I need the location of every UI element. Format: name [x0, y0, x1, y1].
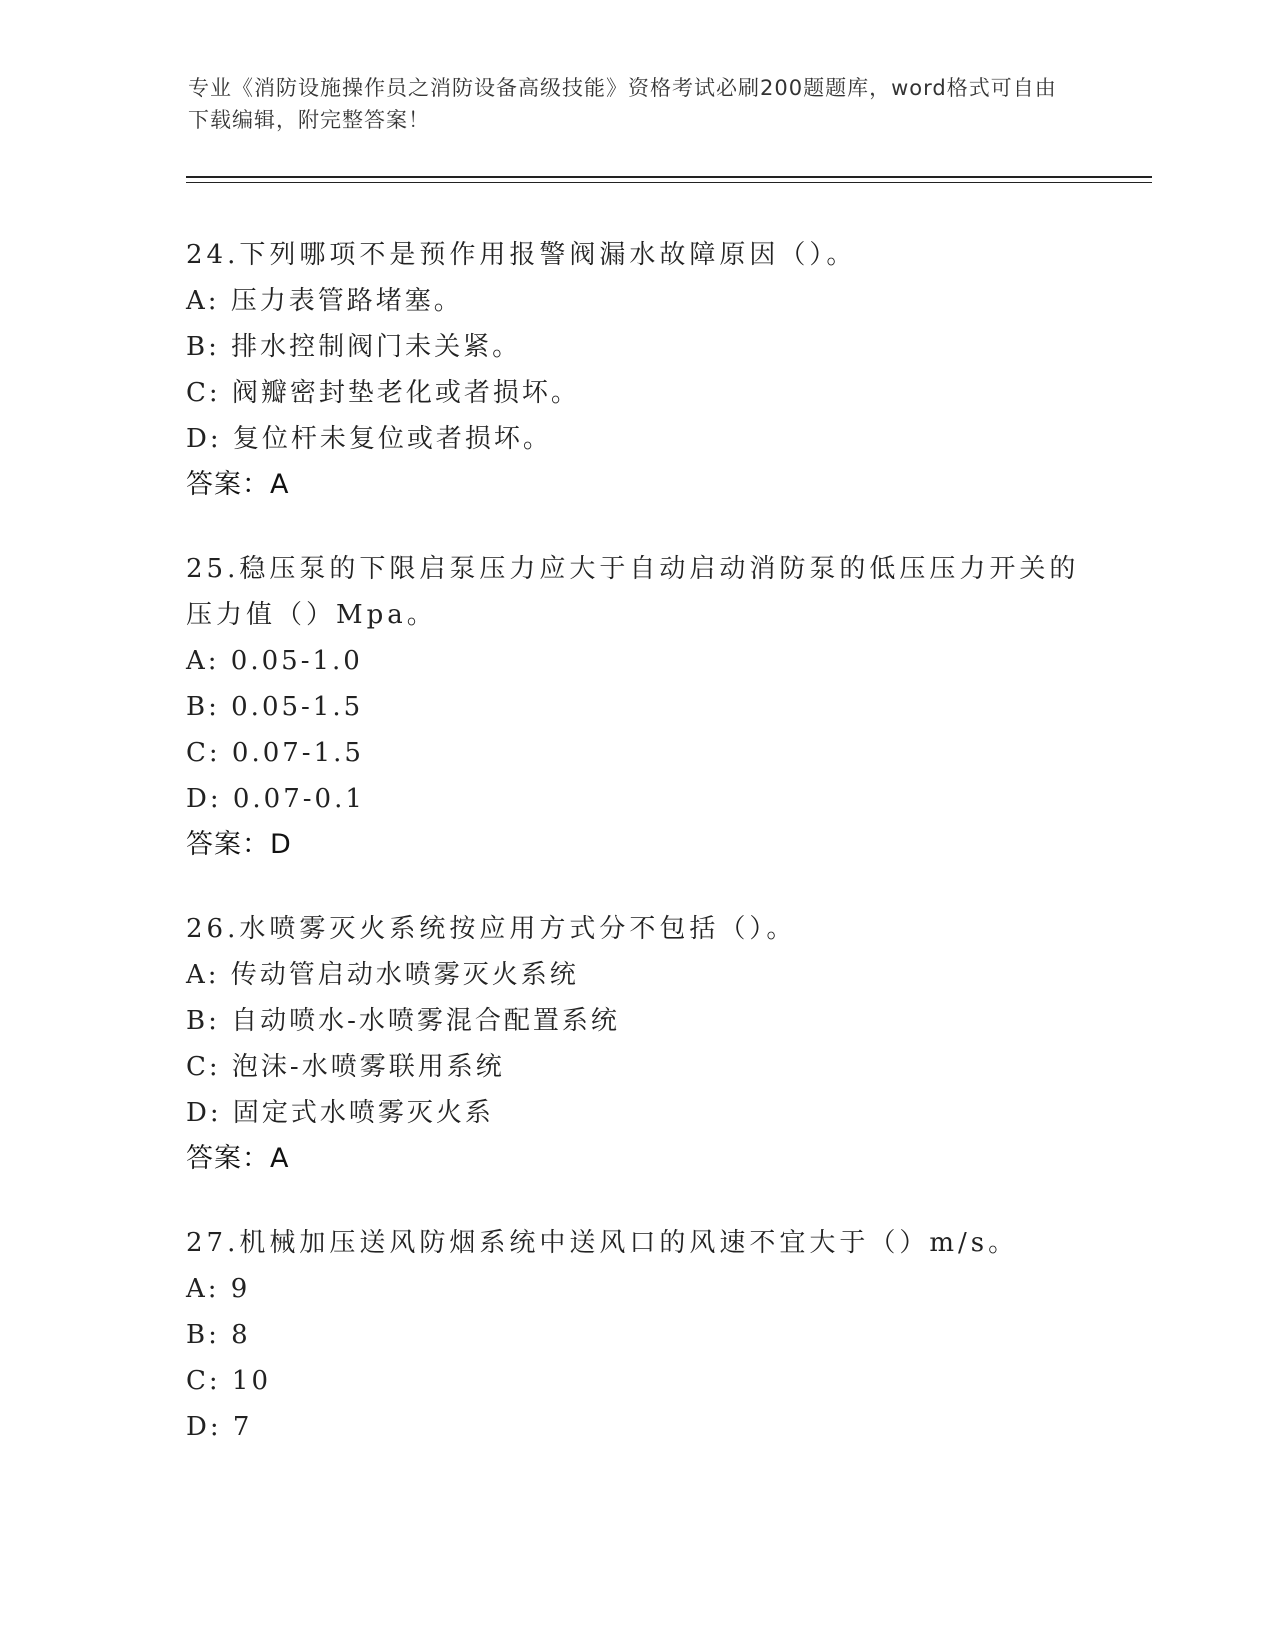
option-b: B: 自动喷水-水喷雾混合配置系统: [186, 1006, 620, 1036]
option-b: B: 0.05-1.5: [186, 692, 364, 722]
answer: 答案：A: [186, 1143, 290, 1174]
option-d: D: 7: [186, 1412, 253, 1442]
document-header: 专业《消防设施操作员之消防设备高级技能》资格考试必刷200题题库，word格式可自由下载编辑，附完整答案！: [188, 76, 1057, 132]
option-c: C: 0.07-1.5: [186, 738, 364, 768]
option-d: D: 复位杆未复位或者损坏。: [186, 424, 552, 454]
option-c: C: 10: [186, 1366, 272, 1396]
option-a: A: 压力表管路堵塞。: [186, 286, 463, 316]
header-divider: [186, 176, 1152, 178]
question-list: [186, 232, 1086, 1488]
question-stem: 27.机械加压送风防烟系统中送风口的风速不宜大于（）m/s。: [186, 1228, 1019, 1258]
question-25: [186, 546, 1086, 868]
option-a: A: 0.05-1.0: [186, 646, 363, 676]
option-c: C: 阀瓣密封垫老化或者损坏。: [186, 378, 580, 408]
answer: 答案：A: [186, 469, 290, 500]
option-b: B: 排水控制阀门未关紧。: [186, 332, 522, 362]
question-stem: 26.水喷雾灭火系统按应用方式分不包括（）。: [186, 914, 797, 944]
option-b: B: 8: [186, 1320, 251, 1350]
question-27: [186, 1220, 1086, 1450]
option-a: A: 传动管启动水喷雾灭火系统: [186, 960, 579, 990]
question-stem: 24.下列哪项不是预作用报警阀漏水故障原因（）。: [186, 240, 857, 270]
answer: 答案：D: [186, 829, 292, 860]
question-24: [186, 232, 1086, 508]
option-d: D: 固定式水喷雾灭火系: [186, 1098, 494, 1128]
option-d: D: 0.07-0.1: [186, 784, 365, 814]
header-divider-thin: [186, 182, 1152, 183]
question-stem: 25.稳压泵的下限启泵压力应大于自动启动消防泵的低压压力开关的压力值（）Mpa。: [186, 554, 1080, 630]
option-a: A: 9: [186, 1274, 251, 1304]
option-c: C: 泡沫-水喷雾联用系统: [186, 1052, 505, 1082]
question-26: [186, 906, 1086, 1182]
